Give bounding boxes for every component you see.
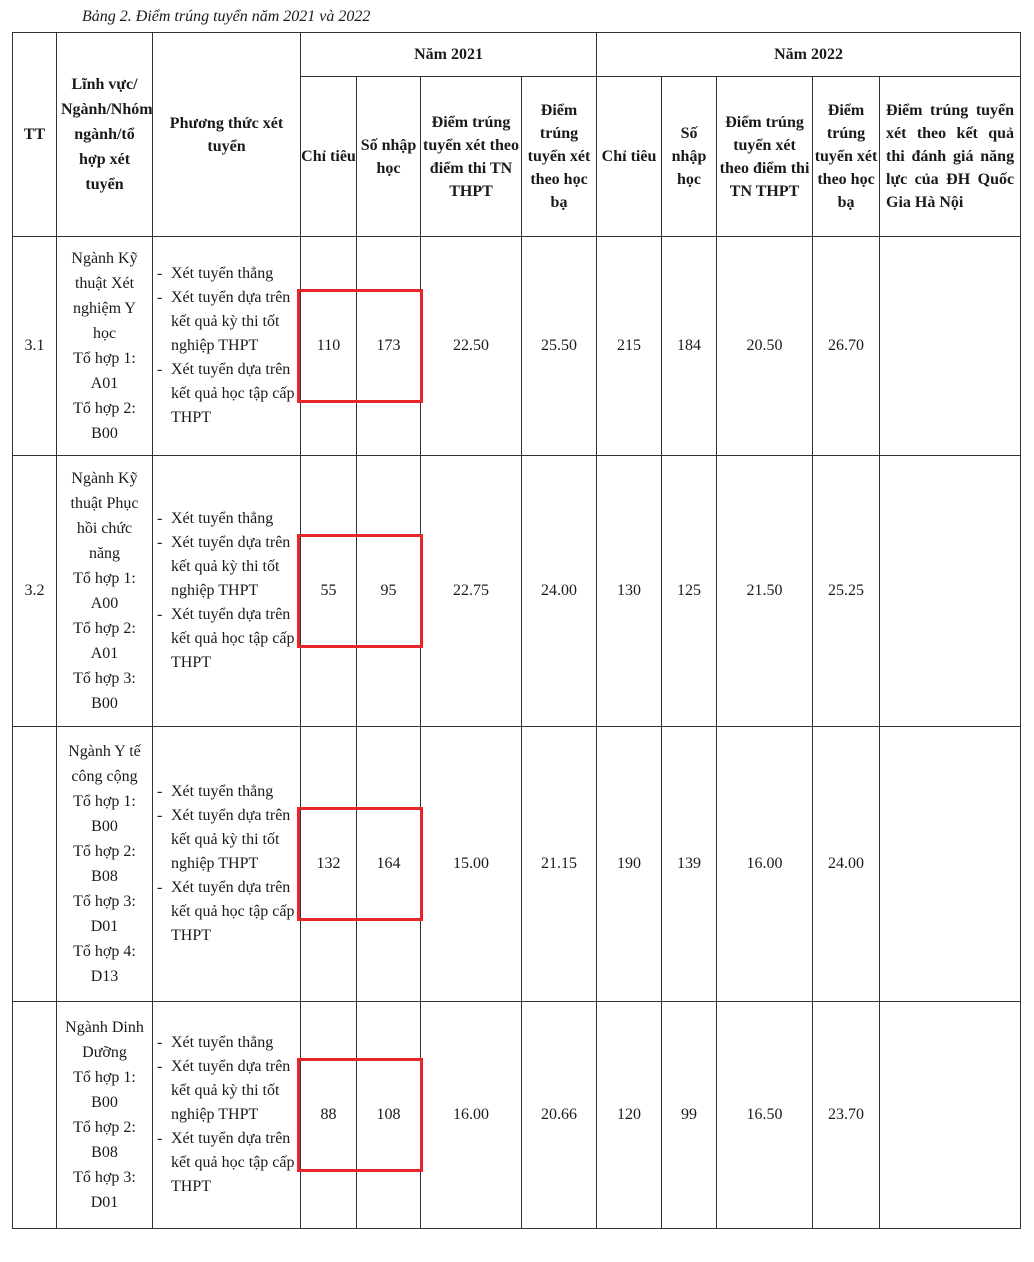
method-item: - Xét tuyển dựa trên kết quả kỳ thi tốt nghiệp THPT	[155, 804, 296, 876]
quota-2021: 55	[301, 456, 357, 727]
row-tt	[13, 1002, 57, 1229]
field-line: Tổ hợp 1: A01	[73, 350, 136, 392]
score-exam-2021: 16.00	[421, 1002, 522, 1229]
enrolled-2021: 108	[357, 1002, 421, 1229]
enrolled-2021: 95	[357, 456, 421, 727]
enrolled-2022: 125	[662, 456, 717, 727]
score-exam-2021: 22.75	[421, 456, 522, 727]
header-enrolled-2022: Số nhập học	[662, 77, 717, 237]
header-score-exam-2021: Điểm trúng tuyển xét theo điểm thi TN THPT	[421, 77, 522, 237]
method-item: - Xét tuyển dựa trên kết quả học tập cấp THPT	[155, 358, 296, 430]
quota-2021: 110	[301, 237, 357, 456]
field-line: Tổ hợp 2: B00	[73, 400, 136, 442]
field-line: Tổ hợp 3: D01	[73, 1169, 136, 1211]
field-line: Tổ hợp 4: D13	[73, 943, 136, 985]
score-transcript-2022: 26.70	[813, 237, 880, 456]
score-vnu-2022	[880, 1002, 1021, 1229]
header-score-transcript-2022: Điểm trúng tuyển xét theo học bạ	[813, 77, 880, 237]
admission-score-table	[12, 32, 1021, 1229]
field-line: Tổ hợp 2: B08	[73, 1119, 136, 1161]
score-exam-2022: 21.50	[717, 456, 813, 727]
row-methods	[153, 456, 301, 727]
row-field	[57, 1002, 153, 1229]
header-enrolled-2021: Số nhập học	[357, 77, 421, 237]
score-exam-2022: 16.00	[717, 727, 813, 1002]
header-year-2022: Năm 2022	[597, 33, 1021, 77]
row-tt	[13, 727, 57, 1002]
row-tt: 3.2	[13, 456, 57, 727]
method-item: - Xét tuyển dựa trên kết quả kỳ thi tốt nghiệp THPT	[155, 531, 296, 603]
table-row	[13, 237, 1021, 456]
table-caption: Bảng 2. Điểm trúng tuyển năm 2021 và 2022	[82, 8, 371, 25]
row-methods	[153, 727, 301, 1002]
header-score-vnu-2022: Điểm trúng tuyển xét theo kết quả thi đánh giá năng lực của ĐH Quốc Gia Hà Nội	[880, 77, 1021, 237]
field-line: Ngành Kỹ thuật Phục hồi chức năng	[70, 470, 139, 562]
score-transcript-2022: 24.00	[813, 727, 880, 1002]
score-transcript-2021: 20.66	[522, 1002, 597, 1229]
header-tt: TT	[13, 33, 57, 237]
score-vnu-2022	[880, 456, 1021, 727]
score-exam-2022: 16.50	[717, 1002, 813, 1229]
score-exam-2022: 20.50	[717, 237, 813, 456]
field-line: Tổ hợp 2: A01	[73, 620, 136, 662]
row-tt: 3.1	[13, 237, 57, 456]
row-field	[57, 727, 153, 1002]
quota-2021: 88	[301, 1002, 357, 1229]
quota-2021: 132	[301, 727, 357, 1002]
highlight-box	[297, 807, 423, 921]
score-exam-2021: 22.50	[421, 237, 522, 456]
method-item: - Xét tuyển dựa trên kết quả học tập cấp THPT	[155, 1127, 296, 1199]
method-item: - Xét tuyển thẳng	[155, 507, 296, 531]
highlight-box	[297, 534, 423, 648]
field-line: Ngành Kỹ thuật Xét nghiệm Y học	[71, 250, 138, 342]
score-transcript-2021: 21.15	[522, 727, 597, 1002]
field-line: Tổ hợp 1: B00	[73, 1069, 136, 1111]
table-row	[13, 727, 1021, 1002]
method-item: - Xét tuyển thẳng	[155, 780, 296, 804]
quota-2022: 130	[597, 456, 662, 727]
field-line: Tổ hợp 2: B08	[73, 843, 136, 885]
field-line: Ngành Dinh Dưỡng	[65, 1019, 144, 1061]
quota-2022: 190	[597, 727, 662, 1002]
table-row	[13, 1002, 1021, 1229]
method-item: - Xét tuyển thẳng	[155, 1031, 296, 1055]
enrolled-2021: 173	[357, 237, 421, 456]
score-transcript-2022: 25.25	[813, 456, 880, 727]
header-year-2021: Năm 2021	[301, 33, 597, 77]
score-vnu-2022	[880, 237, 1021, 456]
method-item: - Xét tuyển dựa trên kết quả học tập cấp THPT	[155, 876, 296, 948]
score-vnu-2022	[880, 727, 1021, 1002]
method-item: - Xét tuyển dựa trên kết quả học tập cấp THPT	[155, 603, 296, 675]
field-line: Ngành Y tế công cộng	[68, 743, 141, 785]
header-quota-2021: Chỉ tiêu	[301, 77, 357, 237]
enrolled-2022: 99	[662, 1002, 717, 1229]
table-row	[13, 456, 1021, 727]
row-field	[57, 237, 153, 456]
row-methods	[153, 1002, 301, 1229]
method-item: - Xét tuyển thẳng	[155, 262, 296, 286]
quota-2022: 120	[597, 1002, 662, 1229]
score-exam-2021: 15.00	[421, 727, 522, 1002]
header-field: Lĩnh vực/ Ngành/Nhóm ngành/tổ hợp xét tuyển	[57, 33, 153, 237]
highlight-box	[297, 289, 423, 403]
score-transcript-2021: 25.50	[522, 237, 597, 456]
field-line: Tổ hợp 1: B00	[73, 793, 136, 835]
method-item: - Xét tuyển dựa trên kết quả kỳ thi tốt nghiệp THPT	[155, 1055, 296, 1127]
enrolled-2022: 139	[662, 727, 717, 1002]
header-score-transcript-2021: Điểm trúng tuyển xét theo học bạ	[522, 77, 597, 237]
header-method: Phương thức xét tuyển	[153, 33, 301, 237]
row-field	[57, 456, 153, 727]
header-row-years	[13, 33, 1021, 77]
score-transcript-2021: 24.00	[522, 456, 597, 727]
quota-2022: 215	[597, 237, 662, 456]
method-item: - Xét tuyển dựa trên kết quả kỳ thi tốt nghiệp THPT	[155, 286, 296, 358]
score-transcript-2022: 23.70	[813, 1002, 880, 1229]
field-line: Tổ hợp 1: A00	[73, 570, 136, 612]
highlight-box	[297, 1058, 423, 1172]
field-line: Tổ hợp 3: B00	[73, 670, 136, 712]
row-methods	[153, 237, 301, 456]
enrolled-2022: 184	[662, 237, 717, 456]
header-quota-2022: Chỉ tiêu	[597, 77, 662, 237]
header-score-exam-2022: Điểm trúng tuyển xét theo điểm thi TN THPT	[717, 77, 813, 237]
enrolled-2021: 164	[357, 727, 421, 1002]
field-line: Tổ hợp 3: D01	[73, 893, 136, 935]
